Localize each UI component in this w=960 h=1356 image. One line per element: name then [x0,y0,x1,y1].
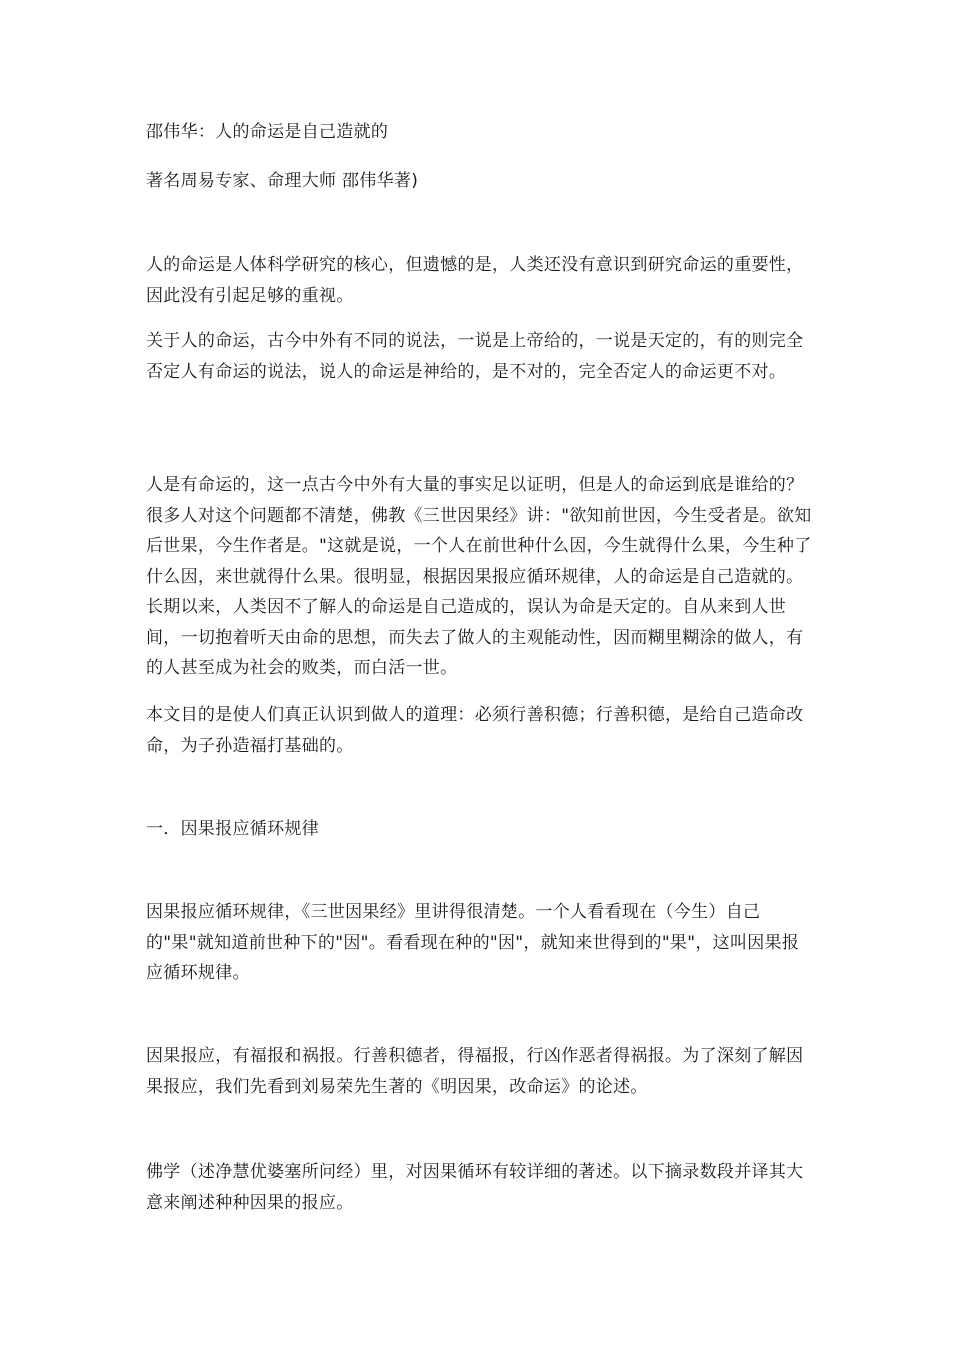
paragraph-2: 关于人的命运，古今中外有不同的说法，一说是上帝给的，一说是天定的，有的则完全否定人有命运的说法，说人的命运是神给的，是不对的，完全否定人的命运更不对。 [146,331,804,382]
document-title: 邵伟华：人的命运是自己造就的 [146,122,389,142]
author-line: 著名周易专家、命理大师 邵伟华著) [146,171,419,191]
paragraph-4: 本文目的是使人们真正认识到做人的道理：必须行善积德；行善积德，是给自己造命改命，为子孙造福打基础的。 [146,705,804,756]
section-heading: 一．因果报应循环规律 [146,819,319,839]
paragraph-6: 因果报应，有福报和祸报。行善积德者，得福报，行凶作恶者得祸报。为了深刻了解因果报应，我们先看到刘易荣先生著的《明因果，改命运》的论述。 [146,1046,804,1097]
paragraph-7: 佛学（述净慧优婆塞所问经）里，对因果循环有较详细的著述。以下摘录数段并译其大意来阐述种种因果的报应。 [146,1162,804,1213]
paragraph-3: 人是有命运的，这一点古今中外有大量的事实足以证明，但是人的命运到底是谁给的？很多人对这个问题都不清楚，佛教《三世因果经》讲："欲知前世因，今生受者是。欲知后世果，今生作者是。"这就是说，一个人在前世种什么因，今生就得什么果，今生种了什么因，来世就得什么果。很明显，根据因果报应循环规律，人的命运是自己造就的。长期以来，人类因不了解人的命运是自己造成的，误认为命是天定的。自从来到人世间，一切抱着听天由命的思想，而失去了做人的主观能动性，因而糊里糊涂的做人，有的人甚至成为社会的败类，而白活一世。 [146,475,812,678]
paragraph-5: 因果报应循环规律，《三世因果经》里讲得很清楚。一个人看看现在（今生）自己的"果"就知道前世种下的"因"。看看现在种的"因"，就知来世得到的"果"，这叫因果报应循环规律。 [146,902,800,983]
paragraph-1: 人的命运是人体科学研究的核心，但遗憾的是，人类还没有意识到研究命运的重要性，因此没有引起足够的重视。 [146,255,804,306]
